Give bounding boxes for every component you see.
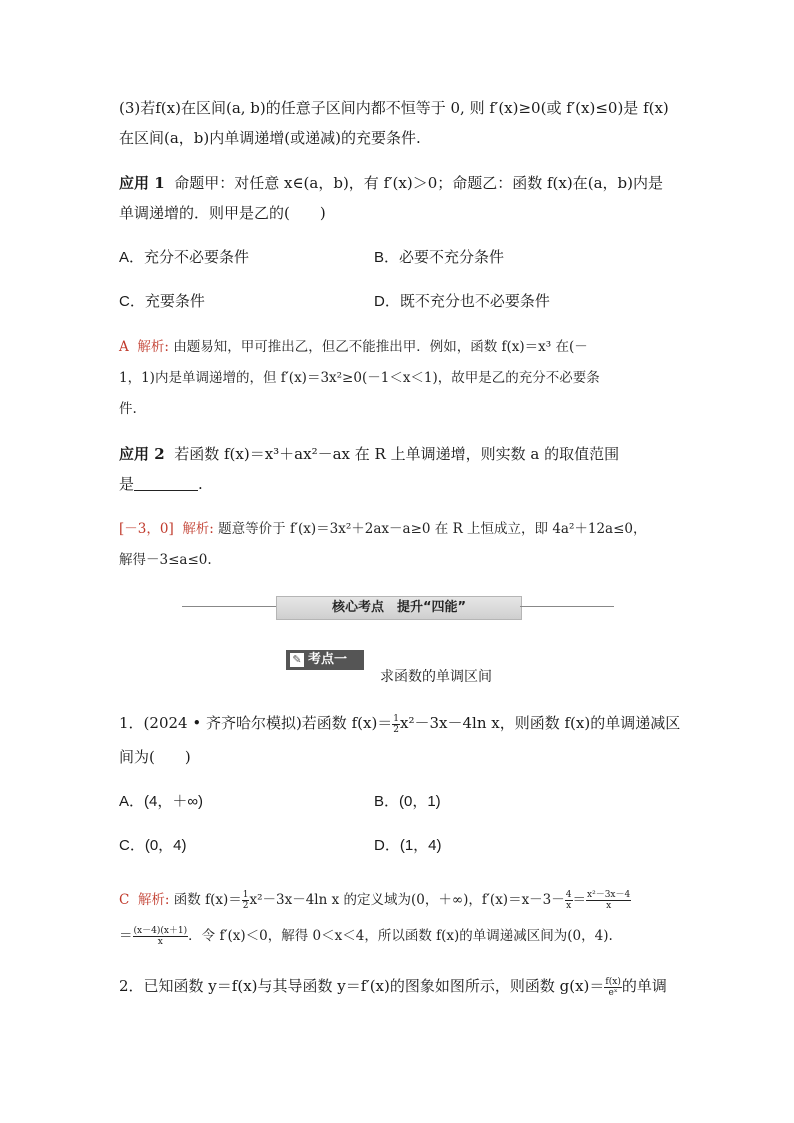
section-title: 求函数的单调区间 (380, 669, 492, 685)
section-banner: 核心考点 提升“四能” (276, 596, 522, 620)
app1-analysis-label: 解析: (137, 339, 169, 355)
q1-analysis-line1 (119, 890, 631, 911)
app2-analysis-text1: 题意等价于 f′(x)＝3x²＋2ax－a≥0 在 R 上恒成立，即 4a²＋12a≤0， (218, 521, 647, 537)
q1-analysis-fraction-half: $\frac{1}{2}$ (242, 890, 249, 911)
app1-line1: 命题甲：对任意 x∈(a，b)，有 f′(x)＞0；命题乙：函数 f(x)在(a，b)内是 (174, 174, 663, 192)
app2-question (119, 444, 619, 464)
app2-label: 应用 2 (119, 445, 165, 463)
app1-option-a: A．充分不必要条件 (119, 249, 250, 266)
app1-analysis-line2: 1，1)内是单调递增的，但 f′(x)＝3x²≥0(－1＜x＜1)，故甲是乙的充分不必要条 (119, 370, 600, 386)
app2-analysis-line2: 解得－3≤a≤0. (119, 552, 212, 568)
q1-option-d: D．(1，4) (374, 837, 442, 854)
q1-option-b: B．(0，1) (374, 793, 441, 810)
q1-prefix: 1．(2024 • 齐齐哈尔模拟)若函数 f(x)＝ (119, 714, 393, 732)
app2-answer: [－3，0] (119, 521, 174, 537)
app1-answer-letter: A (119, 339, 129, 355)
app1-analysis-text1: 由题易知，甲可推出乙，但乙不能推出甲．例如，函数 f(x)＝x³ 在(－ (173, 339, 588, 355)
q1-analysis-fraction-factored: $\frac{(x-4)(x+1)}{x}$ (133, 926, 188, 947)
app1-analysis-line1 (119, 337, 588, 357)
app1-option-d: D．既不充分也不必要条件 (374, 293, 550, 310)
q1-analysis-1a: 函数 f(x)＝ (173, 892, 242, 908)
section-tag (286, 650, 364, 670)
q1-option-c: C．(0，4) (119, 837, 187, 854)
q1-suffix: x²－3x－4ln x，则函数 f(x)的单调递减区 (400, 714, 681, 732)
q1-analysis-fraction-4x: $\frac{4}{x}$ (565, 890, 572, 911)
app1-question (119, 173, 663, 193)
q1-analysis-label: 解析: (137, 892, 170, 908)
q1-option-a: A．(4，＋∞) (119, 793, 204, 810)
q1-analysis-line2: ＝ $\frac{(x-4)(x+1)}{x}$ ．令 f′(x)＜0，解得 0＜x＜4，所以函数 f(x)的单调递减区间为(0，4). (119, 926, 613, 947)
q2-text-b: 的单调 (621, 977, 667, 995)
q2-fraction-g: $\frac{f(x)}{\text{eˣ}}$ (605, 976, 621, 998)
banner-rule-left (182, 606, 276, 607)
q1-analysis-1b: x²－3x－4ln x 的定义域为(0，＋∞)，f′(x)＝x－3－ (249, 892, 565, 908)
app2-line1: 若函数 f(x)＝x³＋ax²－ax 在 R 上单调递增，则实数 a 的取值范围 (174, 445, 620, 463)
q1-answer-letter: C (119, 892, 130, 908)
app1-label: 应用 1 (119, 174, 165, 192)
app1-option-c: C．充要条件 (119, 293, 205, 310)
app2-analysis-label: 解析: (182, 521, 214, 537)
app2-line2: 是 . (119, 475, 203, 493)
q1-analysis-1c: ＝ (572, 892, 587, 908)
q1-line2: 间为( ) (119, 748, 191, 766)
q1-analysis-fraction-quad: $\frac{\text{x²－3x－4}}{x}$ (587, 890, 631, 911)
app1-option-b: B．必要不充分条件 (374, 249, 505, 266)
app1-line2: 单调递增的．则甲是乙的( ) (119, 204, 326, 222)
q1-fraction-half: $\frac{1}{2}$ (393, 713, 400, 735)
section-tag-label: 考点一 (308, 652, 348, 667)
q2-line1 (119, 976, 667, 998)
app1-analysis-line3: 件. (119, 401, 137, 417)
p3-line1: (3)若f(x)在区间(a, b)的任意子区间内都不恒等于 0, 则 f′(x)≥0(或 f′(x)≤0)是 f(x) (119, 99, 669, 117)
banner-rule-right (520, 606, 614, 607)
q1-analysis-2b: ．令 f′(x)＜0，解得 0＜x＜4，所以函数 f(x)的单调递减区间为(0，4). (188, 928, 613, 944)
app2-analysis-line1 (119, 519, 647, 539)
q1-line1 (119, 713, 680, 735)
answer-blank (134, 476, 198, 491)
q2-text-a: 2．已知函数 y＝f(x)与其导函数 y＝f′(x)的图象如图所示，则函数 g(x)＝ (119, 977, 605, 995)
app2-line2-text: 是 (119, 475, 135, 493)
p3-line2: 在区间(a，b)内单调递增(或递减)的充要条件. (119, 129, 421, 147)
pencil-icon: ✎ (290, 653, 304, 667)
